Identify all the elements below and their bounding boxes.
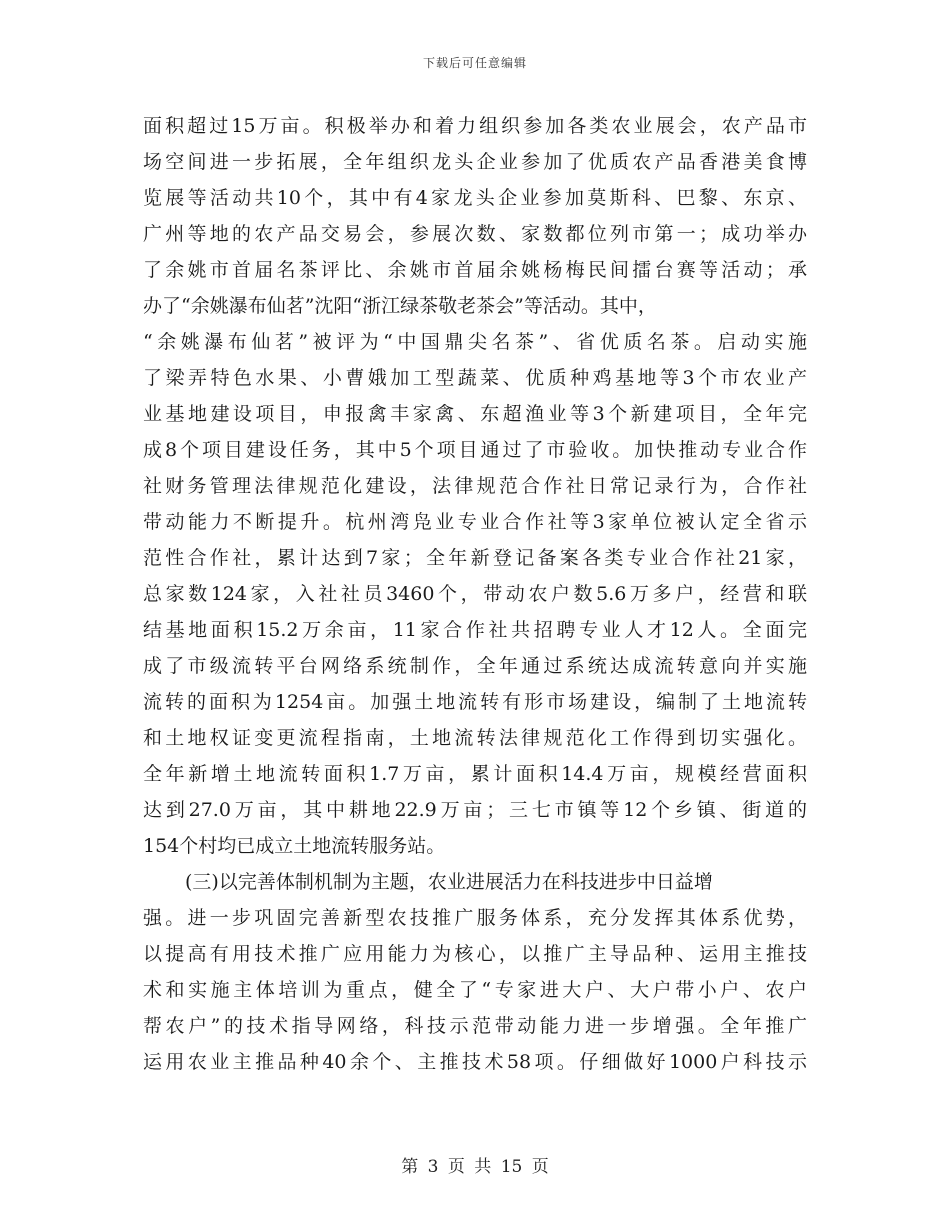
text-line: 总家数124家，入社社员3460个，带动农户数5.6万多户，经营和联 — [143, 583, 807, 605]
text-line: 术和实施主体培训为重点，健全了“专家进大户、大户带小户、农户 — [143, 979, 807, 1001]
text-line: 帮农户”的技术指导网络，科技示范带动能力进一步增强。全年推广 — [143, 1015, 807, 1037]
text-line: 强。进一步巩固完善新型农技推广服务体系，充分发挥其体系优势， — [143, 907, 807, 929]
text-line: 全年新增土地流转面积1.7万亩，累计面积14.4万亩，规模经营面积 — [143, 763, 807, 785]
text-line: 览展等活动共10个，其中有4家龙头企业参加莫斯科、巴黎、东京、 — [143, 187, 807, 209]
text-line: 运用农业主推品种40余个、主推技术58项。仔细做好1000户科技示 — [143, 1051, 807, 1073]
text-line: 带动能力不断提升。杭州湾凫业专业合作社等3家单位被认定全省示 — [143, 511, 807, 533]
text-line: 面积超过15万亩。积极举办和着力组织参加各类农业展会，农产品市 — [143, 115, 807, 137]
text-line: 154个村均已成立土地流转服务站。 — [143, 835, 446, 857]
text-line: “余姚瀑布仙茗”被评为“中国鼎尖名茶”、省优质名茶。启动实施 — [143, 331, 807, 353]
text-line: 结基地面积15.2万余亩，11家合作社共招聘专业人才12人。全面完 — [143, 619, 807, 641]
text-line: 广州等地的农产品交易会，参展次数、家数都位列市第一；成功举办 — [143, 223, 807, 245]
text-line: 场空间进一步拓展，全年组织龙头企业参加了优质农产品香港美食博 — [143, 151, 807, 173]
text-line: 了余姚市首届名茶评比、余姚市首届余姚杨梅民间擂台赛等活动；承 — [143, 259, 807, 281]
text-line: 了梁弄特色水果、小曹娥加工型蔬菜、优质种鸡基地等3个市农业产 — [143, 367, 807, 389]
text-line: 社财务管理法律规范化建设，法律规范合作社日常记录行为，合作社 — [143, 475, 807, 497]
text-line: 范性合作社，累计达到7家；全年新登记备案各类专业合作社21家， — [143, 547, 807, 569]
text-line: 成8个项目建设任务，其中5个项目通过了市验收。加快推动专业合作 — [143, 439, 807, 461]
document-body — [143, 108, 807, 1080]
text-line: 达到27.0万亩，其中耕地22.9万亩；三七市镇等12个乡镇、街道的 — [143, 799, 807, 821]
text-line: 业基地建设项目，申报禽丰家禽、东超渔业等3个新建项目，全年完 — [143, 403, 807, 425]
page-number-footer: 第 3 页 共 15 页 — [401, 1157, 549, 1177]
text-line: 成了市级流转平台网络系统制作，全年通过系统达成流转意向并实施 — [143, 655, 807, 677]
text-line: 流转的面积为1254亩。加强土地流转有形市场建设，编制了土地流转 — [143, 691, 807, 713]
text-line: 和土地权证变更流程指南，土地流转法律规范化工作得到切实强化。 — [143, 727, 807, 749]
text-line: 办了“余姚瀑布仙茗”沈阳“浙江绿茶敬老茶会”等活动。其中， — [143, 295, 657, 317]
text-line: 以提高有用技术推广应用能力为核心，以推广主导品种、运用主推技 — [143, 943, 807, 965]
section-heading-line: (三)以完善体制机制为主题，农业进展活力在科技进步中日益增 — [185, 871, 713, 893]
page-header: 下载后可任意编辑 — [422, 56, 527, 70]
